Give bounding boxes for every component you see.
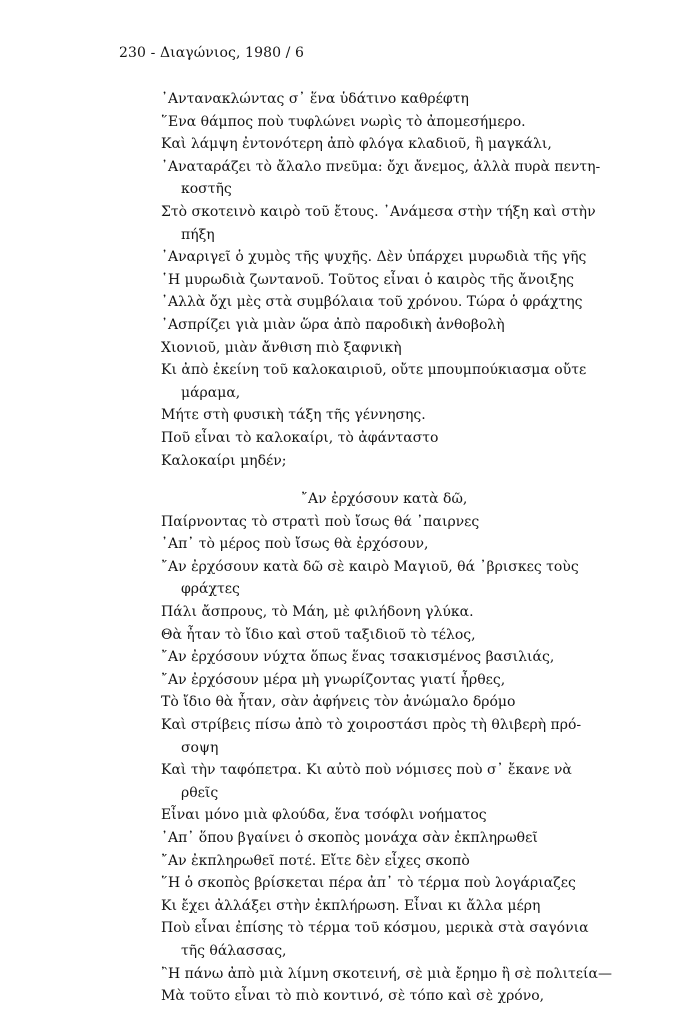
poem-line: Καὶ στρίβεις πίσω ἀπὸ τὸ χοιροστάσι πρὸς τὴ θλιβερὴ πρό-	[161, 717, 582, 734]
poem-line-continuation: ρθεῖς	[181, 784, 219, 801]
poem-line-continuation: πήξη	[181, 226, 215, 243]
poem-body	[161, 88, 676, 1008]
poem-line: Κι ἔχει ἀλλάξει στὴν ἐκπλήρωση. Εἶναι κι ἄλλα μέρη	[161, 897, 541, 914]
poem-line: ᾿Απ᾿ τὸ μέρος ποὺ ἴσως θὰ ἐρχόσουν,	[161, 536, 429, 553]
poem-line: ᾿Απ᾿ ὅπου βγαίνει ὁ σκοπὸς μονάχα σὰν ἐκπληρωθεῖ	[161, 830, 538, 846]
poem-line-continuation: φράχτες	[181, 581, 240, 598]
poem-line: Θὰ ἦταν τὸ ἴδιο καὶ στοῦ ταξιδιοῦ τὸ τέλος,	[161, 626, 476, 643]
poem-line: ᾿Αντανακλώντας σ᾿ ἕνα ὑδάτινο καθρέφτη	[161, 91, 469, 107]
poem-line: Χιονιοῦ, μιὰν ἄνθιση πιὸ ξαφνικὴ	[161, 339, 402, 356]
stanza-1	[161, 88, 676, 472]
stanza-2	[161, 511, 676, 1008]
poem-line: ᾿Αναταράζει τὸ ἄλαλο πνεῦμα: ὄχι ἄνεμος, ἀλλὰ πυρὰ πεντη-	[161, 158, 601, 175]
poem-line: Στὸ σκοτεινὸ καιρὸ τοῦ ἔτους. ᾿Ανάμεσα στὴν τήξη καὶ στὴν	[161, 203, 596, 220]
poem-line: Μήτε στὴ φυσικὴ τάξη τῆς γέννησης.	[161, 407, 426, 424]
poem-line: ᾿Αναριγεῖ ὁ χυμὸς τῆς ψυχῆς. Δὲν ὑπάρχει μυρωδιὰ τῆς γῆς	[161, 249, 587, 266]
poem-line: ῎Αν ἐρχόσουν μέρα μὴ γνωρίζοντας γιατί ἦρθες,	[161, 671, 506, 688]
poem-line: Πάλι ἄσπρους, τὸ Μάη, μὲ φιλήδονη γλύκα.	[161, 604, 474, 621]
poem-line: Καὶ λάμψη ἐντονότερη ἀπὸ φλόγα κλαδιοῦ, ἢ μαγκάλι,	[161, 136, 552, 153]
poem-line: ῎Αν ἐκπληρωθεῖ ποτέ. Εἴτε δὲν εἶχες σκοπὸ	[161, 852, 470, 869]
poem-line: Καλοκαίρι μηδέν;	[161, 452, 287, 469]
poem-line: ῎Αν ἐρχόσουν νύχτα ὅπως ἕνας τσακισμένος βασιλιάς,	[161, 649, 555, 666]
stanza-gap	[161, 472, 676, 488]
poem-line: ῞Ενα θάμπος ποὺ τυφλώνει νωρὶς τὸ ἀπομεσήμερο.	[161, 113, 526, 130]
poem-line: ῞Η ὁ σκοπὸς βρίσκεται πέρα ἀπ᾿ τὸ τέρμα ποὺ λογάριαζες	[161, 875, 576, 892]
poem-line: ῍Η πάνω ἀπὸ μιὰ λίμνη σκοτεινή, σὲ μιὰ ἔρημο ἢ σὲ πολιτεία—	[161, 965, 612, 982]
poem-line: Ποὺ εἶναι ἐπίσης τὸ τέρμα τοῦ κόσμου, μερικὰ στὰ σαγόνια	[161, 920, 589, 937]
poem-line-continuation: κοστῆς	[181, 181, 232, 198]
poem-line-continuation: τῆς θάλασσας,	[181, 942, 287, 959]
poem-line: Εἶναι μόνο μιὰ φλούδα, ἕνα τσόφλι νοήματος	[161, 807, 487, 824]
poem-line: ῎Αν ἐρχόσουν κατὰ δῶ σὲ καιρὸ Μαγιοῦ, θά ᾿βρισκες τοὺς	[161, 558, 579, 575]
poem-line: ᾿Αλλὰ ὄχι μὲς στὰ συμβόλαια τοῦ χρόνου. Τώρα ὁ φράχτης	[161, 294, 583, 311]
poem-line: Τὸ ἴδιο θὰ ἦταν, σὰν ἀφήνεις τὸν ἀνώμαλο δρόμο	[161, 694, 516, 711]
stanza-2-opening-line: ῎Αν ἐρχόσουν κατὰ δῶ,	[301, 491, 468, 508]
poem-line: Κι ἀπὸ ἐκείνη τοῦ καλοκαιριοῦ, οὔτε μπουμπούκιασμα οὔτε	[161, 362, 587, 379]
poem-line: ᾿Ασπρίζει γιὰ μιὰν ὥρα ἀπὸ παροδικὴ ἀνθοβολὴ	[161, 316, 505, 333]
poem-line: Μὰ τοῦτο εἶναι τὸ πιὸ κοντινό, σὲ τόπο καὶ σὲ χρόνο,	[161, 988, 545, 1005]
poem-line: Παίρνοντας τὸ στρατὶ ποὺ ἴσως θά ᾿παιρνες	[161, 513, 480, 530]
poem-line: ῾Η μυρωδιὰ ζωντανοῦ. Τοῦτος εἶναι ὁ καιρὸς τῆς ἄνοιξης	[161, 271, 574, 288]
poem-line: Καὶ τὴν ταφόπετρα. Κι αὐτὸ ποὺ νόμισες ποὺ σ᾿ ἔκανε νὰ	[161, 762, 572, 779]
running-header: 230 - Διαγώνιος, 1980 / 6	[119, 45, 305, 61]
poem-line-continuation: σοψη	[181, 739, 219, 756]
poem-line: Ποῦ εἶναι τὸ καλοκαίρι, τὸ ἀφάνταστο	[161, 429, 439, 446]
poem-line-continuation: μάραμα,	[181, 384, 241, 401]
